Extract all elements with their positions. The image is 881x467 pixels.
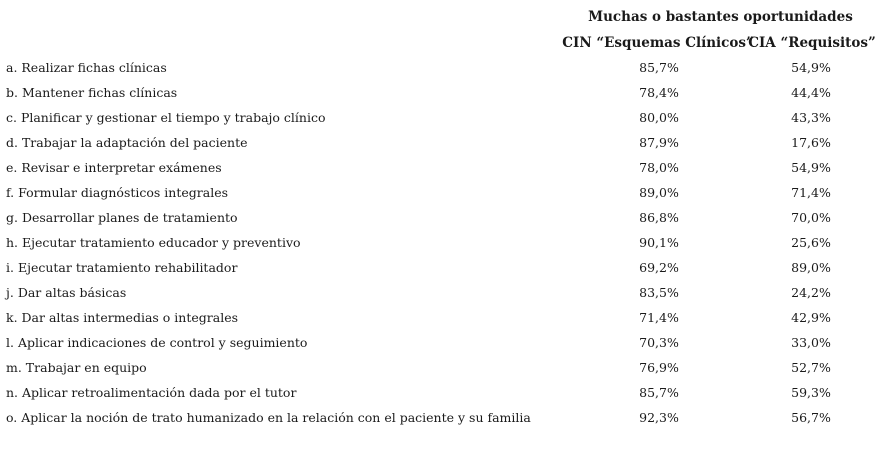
cin-value: 85,7% xyxy=(639,60,679,75)
cia-value: 43,3% xyxy=(791,110,831,125)
row-label: c. Planificar y gestionar el tiempo y trabajo clínico xyxy=(6,110,326,125)
table-row xyxy=(0,80,881,105)
cin-value: 69,2% xyxy=(639,260,679,275)
table-row xyxy=(0,105,881,130)
cin-value: 71,4% xyxy=(639,310,679,325)
row-label: m. Trabajar en equipo xyxy=(6,360,147,375)
cia-value: 56,7% xyxy=(791,410,831,425)
cin-value: 92,3% xyxy=(639,410,679,425)
cia-value: 42,9% xyxy=(791,310,831,325)
row-label: j. Dar altas básicas xyxy=(6,285,127,300)
cin-value: 70,3% xyxy=(639,335,679,350)
cin-value: 87,9% xyxy=(639,135,679,150)
row-label: l. Aplicar indicaciones de control y seguimiento xyxy=(6,335,308,350)
cia-value: 52,7% xyxy=(791,360,831,375)
cia-value: 70,0% xyxy=(791,210,831,225)
table-row xyxy=(0,405,881,430)
row-label: h. Ejecutar tratamiento educador y preventivo xyxy=(6,235,301,250)
table-row xyxy=(0,180,881,205)
cia-value: 33,0% xyxy=(791,335,831,350)
cia-value: 25,6% xyxy=(791,235,831,250)
table-row xyxy=(0,280,881,305)
cin-value: 83,5% xyxy=(639,285,679,300)
table-row xyxy=(0,380,881,405)
row-label: i. Ejecutar tratamiento rehabilitador xyxy=(6,260,238,275)
cia-value: 71,4% xyxy=(791,185,831,200)
row-label: k. Dar altas intermedias o integrales xyxy=(6,310,239,325)
cin-value: 85,7% xyxy=(639,385,679,400)
table-row xyxy=(0,330,881,355)
table-row xyxy=(0,230,881,255)
table-body xyxy=(0,55,881,430)
row-label: g. Desarrollar planes de tratamiento xyxy=(6,210,238,225)
table-row xyxy=(0,155,881,180)
row-label: o. Aplicar la noción de trato humanizado en la relación con el paciente y su familia xyxy=(6,410,531,425)
table-row xyxy=(0,255,881,280)
group-header: Muchas o bastantes oportunidades xyxy=(588,9,853,25)
cin-value: 78,0% xyxy=(639,160,679,175)
cia-value: 59,3% xyxy=(791,385,831,400)
table-row xyxy=(0,130,881,155)
column-header-cia: CIA “Requisitos” xyxy=(748,35,876,51)
table-row xyxy=(0,205,881,230)
column-header-cin: CIN “Esquemas Clínicos” xyxy=(562,35,754,51)
cin-value: 86,8% xyxy=(639,210,679,225)
cia-value: 89,0% xyxy=(791,260,831,275)
row-label: e. Revisar e interpretar exámenes xyxy=(6,160,222,175)
cia-value: 54,9% xyxy=(791,160,831,175)
cin-value: 78,4% xyxy=(639,85,679,100)
cin-value: 90,1% xyxy=(639,235,679,250)
table-row xyxy=(0,355,881,380)
row-label: a. Realizar fichas clínicas xyxy=(6,60,167,75)
cin-value: 89,0% xyxy=(639,185,679,200)
cin-value: 76,9% xyxy=(639,360,679,375)
cin-value: 80,0% xyxy=(639,110,679,125)
row-label: n. Aplicar retroalimentación dada por el tutor xyxy=(6,385,297,400)
cia-value: 44,4% xyxy=(791,85,831,100)
table-row xyxy=(0,305,881,330)
row-label: d. Trabajar la adaptación del paciente xyxy=(6,135,248,150)
row-label: b. Mantener fichas clínicas xyxy=(6,85,178,100)
row-label: f. Formular diagnósticos integrales xyxy=(6,185,229,200)
cia-value: 54,9% xyxy=(791,60,831,75)
cia-value: 24,2% xyxy=(791,285,831,300)
table-row xyxy=(0,55,881,80)
cia-value: 17,6% xyxy=(791,135,831,150)
